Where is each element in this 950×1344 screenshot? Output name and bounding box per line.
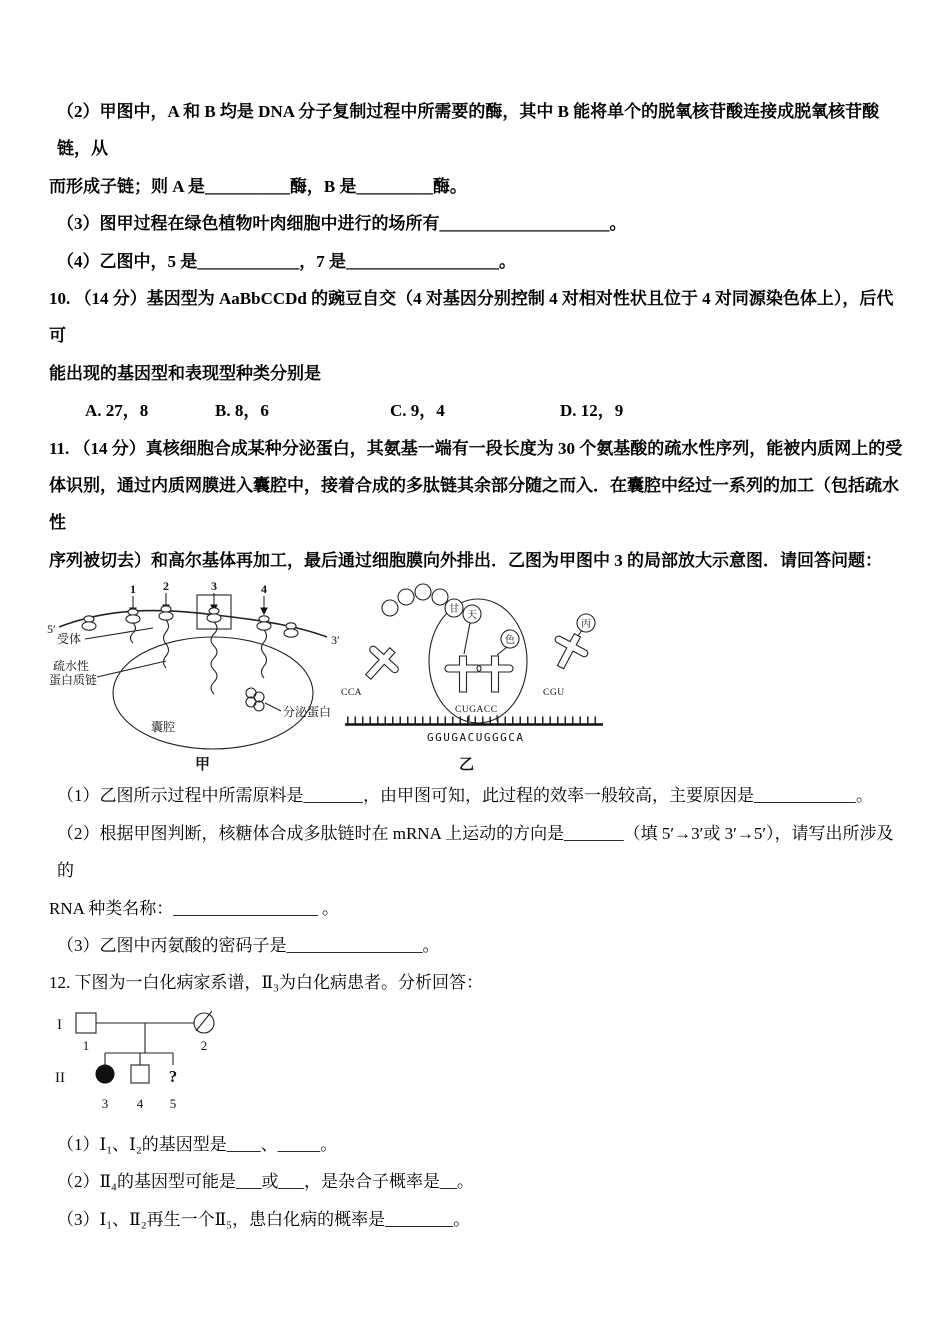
se-trna-link [497,647,507,655]
trna-a-site-icon [477,656,513,692]
pedigree-affected-female-3 [96,1065,114,1083]
polypeptide-chains [131,620,267,694]
figure-yi [341,584,603,773]
q12-sub3: （3）Ⅰ₁、Ⅱ₂再生一个Ⅱ₅，患白化病的概率是________。 [57,1209,471,1229]
hydrophobic-label-line2: 蛋白质链 [49,673,98,688]
pedigree-num-1: 1 [82,1037,90,1053]
three-prime-label: 3′ [331,633,340,648]
mrna-template [345,720,603,725]
mrna-sequence-label: GGUGACUGGGCA [427,731,525,745]
q12-sub1: （1）Ⅰ₁、Ⅰ₂的基因型是____、_____。 [57,1134,338,1154]
q10-option-b: B. 8，6 [215,401,269,421]
ribosome-icon [82,616,96,630]
ribosome-number-arrows [130,581,267,629]
ribosome-icon [207,608,221,622]
q10-stem-line1: 10. （14 分）基因型为 AaBbCCDd 的豌豆自交（4 对基因分别控制 4 对相对性状且位于 4 对同源染色体上），后代可 [49,289,894,346]
amino-acid-tian [463,605,481,623]
q9-part2-line2: 而形成子链；则 A 是__________酶，B 是_________酶。 [49,176,467,196]
svg-text:丙: 丙 [581,619,591,631]
hydrophobic-label-line1: 疏水性 [53,659,90,674]
amino-acid-gan [445,599,463,617]
bing-trna-link [578,630,582,636]
generation-1-label: I [57,1016,62,1033]
pedigree-num-4: 4 [136,1095,144,1111]
q11-sub3: （3）乙图中丙氨酸的密码子是________________。 [57,935,440,955]
figure-jia-caption: 甲 [195,757,211,774]
generation-2-label: II [55,1069,65,1086]
anticodon-exit-label: CCA [341,688,363,699]
q11-sub2-line1: （2）根据甲图判断，核糖体合成多肽链时在 mRNA 上运动的方向是_______（填 5′→3′或 3′→5′），请写出所涉及的 [57,823,894,881]
amino-acid-se [501,630,519,648]
svg-text:色: 色 [505,635,515,647]
q12-sub2: （2）Ⅱ₄的基因型可能是___或___，是杂合子概率是__。 [57,1172,474,1192]
arrow-label-4: 4 [261,582,267,597]
arrow-label-3: 3 [211,581,217,594]
q9-part3: （3）图甲过程在绿色植物叶肉细胞中进行的场所有____________________。 [57,214,627,234]
q9-part4: （4）乙图中，5 是____________，7 是__________________。 [57,251,516,271]
receptor-label: 受体 [57,632,82,647]
pedigree-num-5: 5 [169,1095,177,1111]
q10-option-d: D. 12，9 [560,401,624,421]
q11-sub1: （1）乙图所示过程中所需原料是_______，由甲图可知，此过程的效率一般较高，主要原因是____________。 [57,786,873,806]
lumen-label: 囊腔 [151,720,176,735]
figure-jia [47,581,340,773]
q9-part2-line1: （2）甲图中，A 和 B 均是 DNA 分子复制过程中所需要的酶，其中 B 能将单个的脱氧核苷酸连接成脱氧核苷酸链，从 [57,102,880,159]
q11-stem-line1: 11. （14 分）真核细胞合成某种分泌蛋白，其氨基一端有一段长度为 30 个氨基酸的疏水性序列，能被内质网上的受 [49,438,903,458]
arrow-label-1: 1 [130,582,136,597]
pedigree-num-3: 3 [101,1095,109,1111]
amino-acid-bing [577,614,595,632]
protein-synthesis-figure [45,581,607,777]
svg-text:天: 天 [467,610,477,622]
secretory-protein-coil [246,688,264,711]
arrow-label-2: 2 [163,581,169,594]
five-prime-label: 5′ [47,622,56,637]
tian-trna-link [464,623,470,654]
ribosome-icon [159,606,173,620]
q10-stem-line2: 能出现的基因型和表现型种类分别是 [49,363,321,383]
q10-option-a: A. 27，8 [85,401,149,421]
q11-stem-line2: 体识别，通过内质网膜进入囊腔中，接着合成的多肽链其余部分随之而入．在囊腔中经过一系列的加工（包括疏水性 [49,476,899,533]
pedigree-male-1 [76,1013,96,1033]
receptor-pointer-line [85,628,153,639]
pedigree-unknown-5: ? [168,1066,178,1086]
secretory-protein-label: 分泌蛋白 [283,705,332,720]
q11-stem-line3: 序列被切去）和高尔基体再加工，最后通过细胞膜向外排出．乙图为甲图中 3 的局部放大示意图．请回答问题： [49,550,882,570]
trna-exiting-icon [355,638,406,689]
trna-p-site-icon [445,656,481,692]
q10-options-row [49,392,906,429]
anticodon-incoming-label: CGU [543,688,565,699]
trna-incoming-icon [545,627,594,676]
q11-sub2-line2: RNA 种类名称：_________________ 。 [49,898,339,918]
ribosome-icon [257,616,271,630]
svg-text:甘: 甘 [449,604,459,616]
secretory-pointer-line [265,703,281,711]
q12-stem: 12. 下图为一白化病家系谱，Ⅱ₃为白化病患者。分析回答： [49,973,483,993]
pedigree-female-2-slash [196,1011,212,1031]
albinism-pedigree-chart [55,1006,255,1126]
growing-peptide-chain [382,584,448,616]
hydrophobic-pointer-line [97,661,166,677]
pedigree-num-2: 2 [200,1037,208,1053]
ribosome-icon [126,609,140,623]
figure-yi-caption: 乙 [459,757,475,774]
pedigree-male-4 [131,1065,149,1083]
ribosome-icon [284,623,298,637]
anticodon-pair-label: CUGACC [455,705,498,716]
q10-option-c: C. 9，4 [390,401,445,421]
